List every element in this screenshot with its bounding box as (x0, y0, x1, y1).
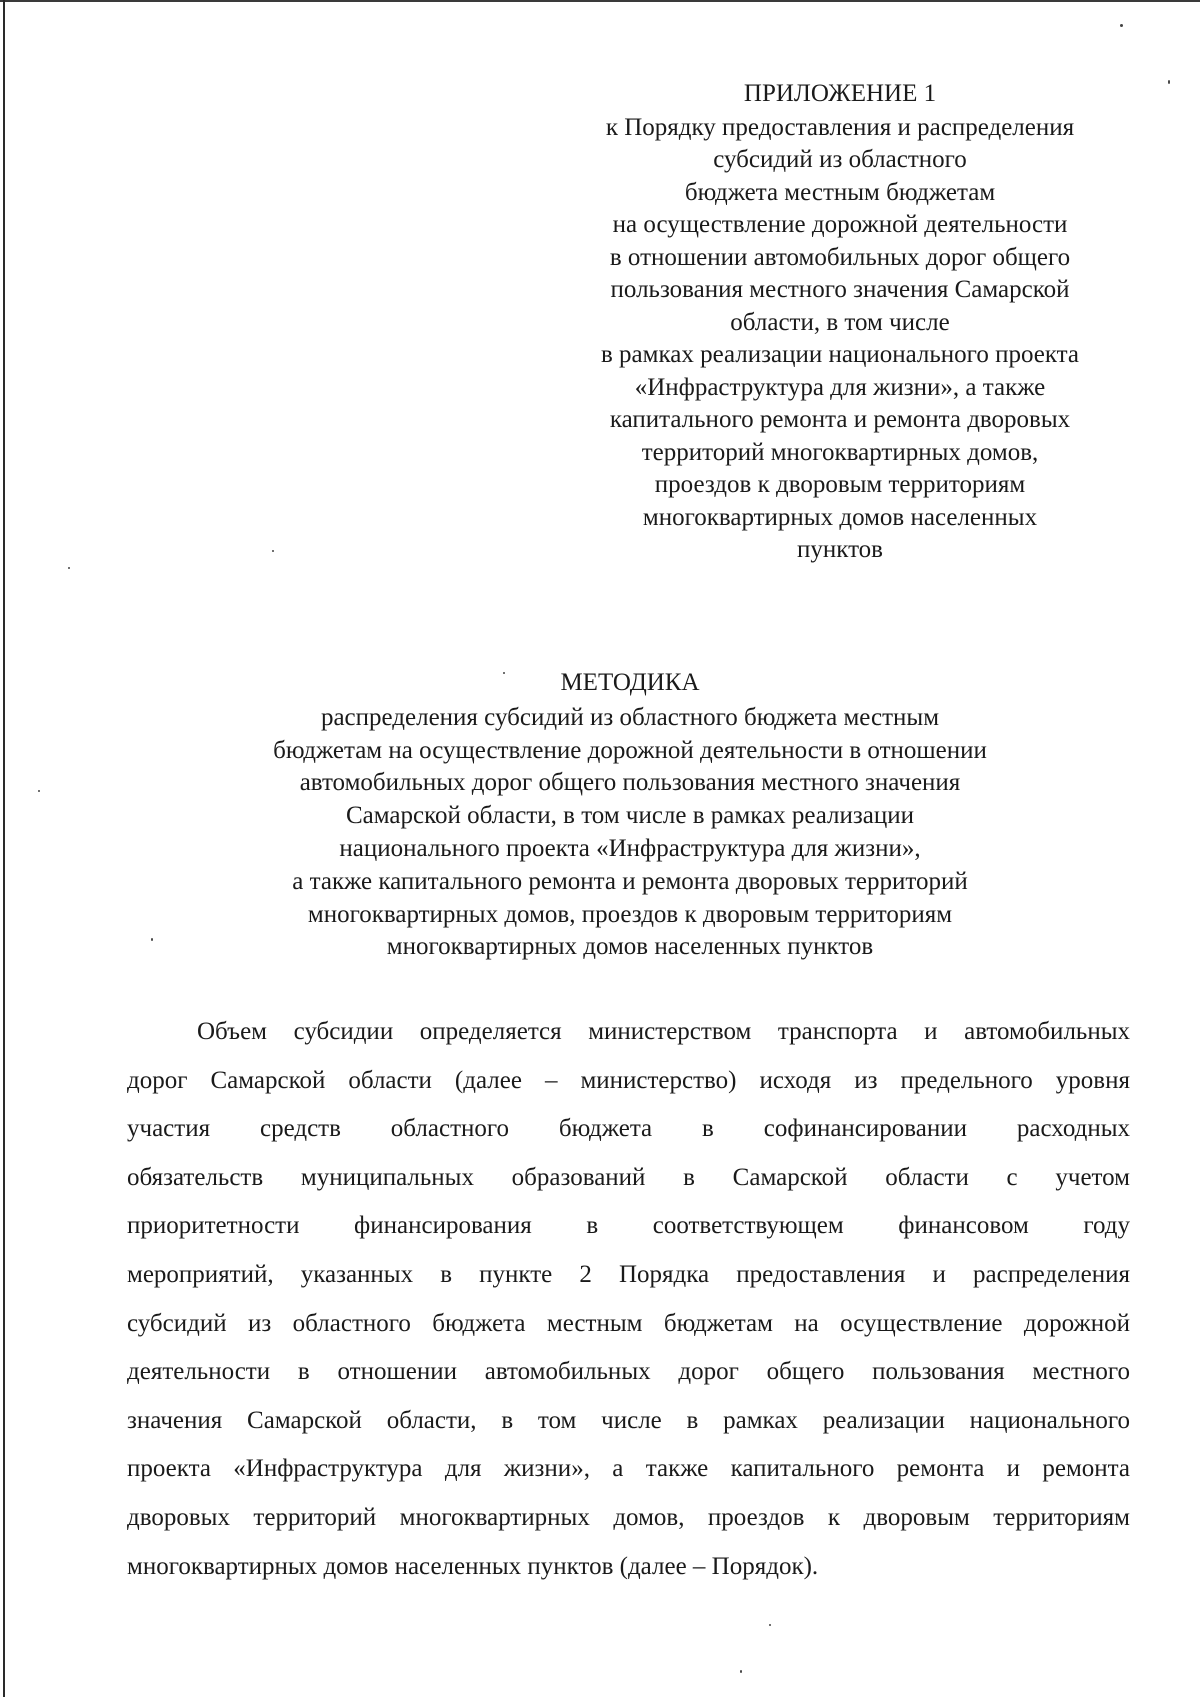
body-line: многоквартирных домов населенных пунктов (далее – Порядок). (127, 1552, 819, 1580)
scan-speck (740, 1670, 742, 1673)
appendix-line: пользования местного значения Самарской (610, 276, 1070, 303)
appendix-line: в рамках реализации национального проекта (600, 341, 1079, 368)
appendix-line: области, в том числе (730, 308, 950, 336)
scan-speck (1120, 24, 1123, 27)
body-line: проекта «Инфраструктура для жизни», а также капитального ремонта и ремонта (127, 1455, 1130, 1483)
appendix-line: «Инфраструктура для жизни», а также (634, 373, 1046, 401)
scan-speck (1168, 80, 1170, 84)
body-line: значения Самарской области, в том числе в рамках реализации национального (127, 1406, 1130, 1434)
methodology-line: Самарской области, в том числе в рамках реализации (345, 802, 915, 830)
body-line: дорог Самарской области (далее – министерство) исходя из предельного уровня (127, 1066, 1130, 1094)
body-line: мероприятий, указанных в пункте 2 Порядка предоставления и распределения (127, 1260, 1130, 1288)
appendix-line: к Порядку предоставления и распределения (605, 113, 1075, 141)
appendix-line: субсидий из областного (713, 146, 967, 173)
appendix-header (555, 78, 1125, 567)
methodology-line: автомобильных дорог общего пользования местного значения (299, 769, 961, 797)
methodology-heading: МЕТОДИКА (560, 669, 700, 696)
appendix-line: пунктов (797, 536, 883, 563)
body-paragraph (127, 1008, 1130, 1591)
methodology-line: а также капитального ремонта и ремонта дворовых территорий (292, 867, 968, 895)
body-line: субсидий из областного бюджета местным бюджетам на осуществление дорожной (127, 1309, 1130, 1337)
body-line: участия средств областного бюджета в софинансировании расходных (127, 1115, 1130, 1143)
methodology-line: распределения субсидий из областного бюджета местным (320, 703, 940, 731)
methodology-line: бюджетам на осуществление дорожной деятельности в отношении (273, 736, 987, 764)
left-border-line (3, 0, 5, 1697)
appendix-line: капитального ремонта и ремонта дворовых (609, 406, 1071, 433)
appendix-line: проездов к дворовым территориям (654, 471, 1026, 498)
appendix-line: на осуществление дорожной деятельности (612, 211, 1068, 238)
body-line: приоритетности финансирования в соответствующем финансовом году (127, 1212, 1130, 1240)
scan-speck (769, 1624, 771, 1626)
appendix-title: ПРИЛОЖЕНИЕ 1 (743, 80, 937, 107)
body-line: Объем субсидии определяется министерством транспорта и автомобильных (197, 1018, 1130, 1045)
appendix-line: в отношении автомобильных дорог общего (609, 243, 1071, 271)
methodology-title-block (130, 667, 1130, 964)
scan-speck (68, 567, 70, 569)
appendix-line: бюджета местным бюджетам (684, 178, 996, 206)
methodology-line: национального проекта «Инфраструктура для жизни», (339, 834, 921, 862)
body-line: дворовых территорий многоквартирных домов, проездов к дворовым территориям (127, 1503, 1130, 1531)
appendix-line: многоквартирных домов населенных (642, 503, 1038, 531)
top-border-line (0, 0, 1200, 2)
body-line: деятельности в отношении автомобильных дорог общего пользования местного (127, 1358, 1130, 1386)
methodology-line: многоквартирных домов населенных пунктов (386, 933, 874, 961)
appendix-line: территорий многоквартирных домов, (641, 438, 1039, 466)
scan-speck (38, 790, 40, 792)
methodology-line: многоквартирных домов, проездов к дворовым территориям (307, 900, 953, 928)
body-line: обязательств муниципальных образований в Самарской области с учетом (127, 1163, 1130, 1191)
scan-speck (272, 550, 274, 552)
